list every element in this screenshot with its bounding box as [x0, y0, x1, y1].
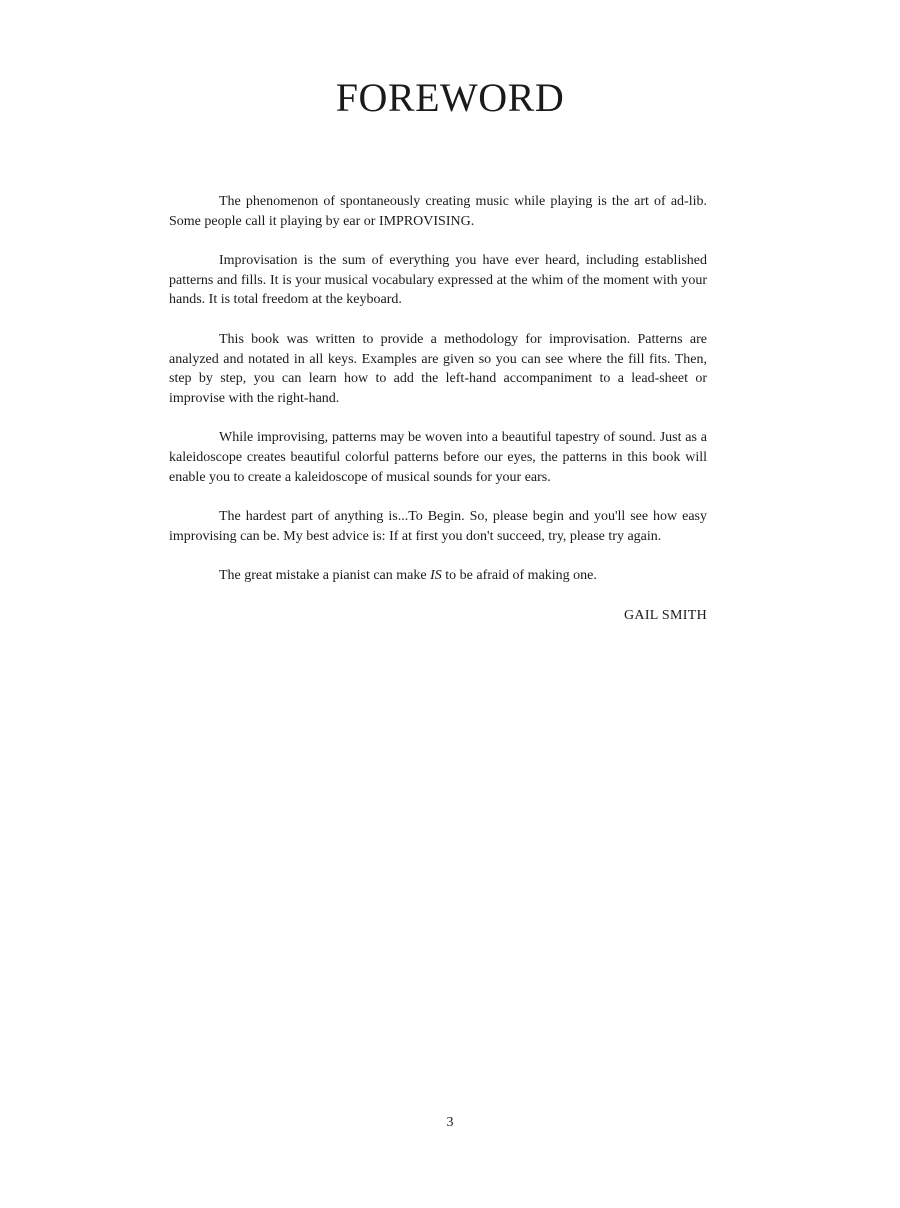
paragraph-3: This book was written to provide a methodology for improvisation. Patterns are analyzed and notated in all keys. Examples are given so you can see where the fill fits. Then, step by step, you can learn how to add the left-hand accompaniment to a lead-sheet or improvise with the right-hand. — [169, 331, 707, 406]
paragraph-6-end: to be afraid of making one. — [441, 568, 597, 584]
page-title: FOREWORD — [335, 75, 565, 120]
paragraph-2: Improvisation is the sum of everything you have ever heard, including established patterns and fills. It is your musical vocabulary expressed at the whim of the moment with your hands. It is total freedom at the keyboard. — [169, 253, 707, 308]
paragraph-6-start: The great mistake a pianist can make — [219, 568, 431, 584]
page-number: 3 — [446, 1115, 454, 1130]
paragraph-5: The hardest part of anything is...To Begin. So, please begin and you'll see how easy improvising can be. My best advice is: If at first you don't succeed, try, please try again. — [169, 509, 707, 544]
paragraph-4: While improvising, patterns may be woven into a beautiful tapestry of sound. Just as a kaleidoscope creates beautiful colorful patterns before our eyes, the patterns in this book will enable you to create a kaleidoscope of musical sounds for your ears. — [169, 430, 707, 485]
paragraph-6-emphasis: IS — [430, 568, 442, 584]
paragraph-1: The phenomenon of spontaneously creating music while playing is the art of ad-lib. Some people call it playing by ear or IMPROVISING. — [169, 194, 707, 229]
paragraph-6 — [169, 566, 707, 586]
author-signature: GAIL SMITH — [624, 607, 707, 623]
foreword-body — [169, 192, 707, 626]
